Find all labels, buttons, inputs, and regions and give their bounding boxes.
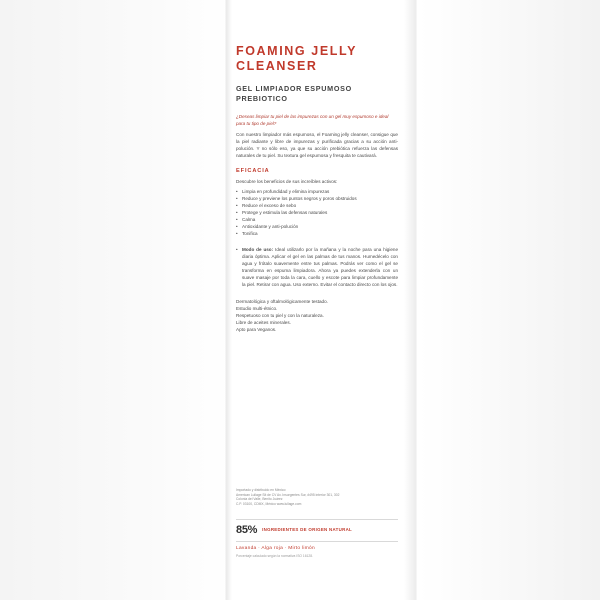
efficacy-heading: EFICACIA (236, 168, 270, 174)
claim-line: Dermatológica y oftalmológicamente testado. (236, 299, 328, 304)
legal-line: Importado y distribuido en México: (236, 488, 287, 492)
badge-footnote: Porcentaje calculado según la normativa ISO 16128. (236, 554, 313, 558)
list-item: • Protege y estimula las defensas naturales (236, 209, 398, 216)
legal-line: Colonia del Valle, Benito Juárez (236, 497, 283, 502)
natural-percent: 85% (236, 524, 258, 536)
key-ingredients: Lavanda · Alga roja · Mirto limón (236, 546, 315, 551)
efficacy-intro: Descubre los beneficios de sus increíbles activos: (236, 179, 338, 184)
claim-line: Libre de aceites minerales. (236, 320, 291, 325)
claim-line: Respetuoso con tu piel y con la naturaleza. (236, 313, 324, 318)
usage-label: Modo de uso: (242, 247, 274, 252)
list-item: • Antioxidante y anti-polución (236, 223, 398, 230)
claim-line: Estudio multi-étnico. (236, 306, 278, 311)
badge-row (236, 524, 398, 536)
usage-text: Ideal utilizarlo por la mañana y la noche para una higiene diaria óptima. Aplicar el gel en las palmas de tus manos. Humedécelo con agua y frótalo suavemente entre tus palmas. Podrás ver como el gel se transforma en espuma limpiadora. Ahora ya puedes extenderla con un suave masaje por toda la cara, cuello y escote para limpiar profundamente la piel. Retirar con agua. Uso externo. Evitar el contacto directo con los ojos. (242, 247, 399, 287)
list-item: • Reduce y previene los puntos negros y poros obstruidos (236, 195, 398, 202)
product-description: Con nuestro limpiador más espumoso, el Foaming jelly cleanser, consigue que la piel radiante y libre de impurezas y purificada gracias a su acción anti-polución. Y no sólo eso, ya que su acción prebiótica refuerza las defensas naturales de tu piel. Su textura gel espumosa y fresquita te cautivará. (236, 132, 398, 158)
background-left (0, 0, 232, 600)
natural-label: INGREDIENTES DE ORIGEN NATURAL (262, 527, 353, 532)
badge-divider (236, 541, 398, 542)
box-left-edge (226, 0, 232, 600)
legal-block (236, 488, 398, 506)
background-right (418, 0, 600, 600)
list-item: • Reduce el exceso de sebo (236, 202, 398, 209)
list-item: • Tonifica (236, 230, 398, 237)
legal-line: American Lullage Sit de CV Av. Insurgentes Sur, #495 interior 301, 302 (236, 492, 340, 497)
claims-block (236, 298, 398, 333)
product-subtitle: GEL LIMPIADOR ESPUMOSO PREBIOTICO (236, 84, 352, 103)
natural-origin-badge (236, 519, 398, 558)
benefits-list (236, 188, 398, 237)
claim-line: Apto para Veganos. (236, 327, 277, 332)
list-item: • Calma (236, 216, 398, 223)
box-right-edge (404, 0, 416, 600)
legal-line: C.P. 03100, CDMX, México www.lullage.com (236, 501, 302, 506)
product-lead-question: ¿Deseas limpiar tu piel de las impurezas con un gel muy espumoso e ideal para tu tipo de piel? (236, 114, 389, 126)
product-title: FOAMING JELLY CLEANSER (236, 44, 357, 73)
box-back-panel-text (236, 44, 398, 333)
list-item: • Limpia en profundidad y elimina impurezas (236, 188, 398, 195)
usage-instructions (236, 246, 398, 288)
